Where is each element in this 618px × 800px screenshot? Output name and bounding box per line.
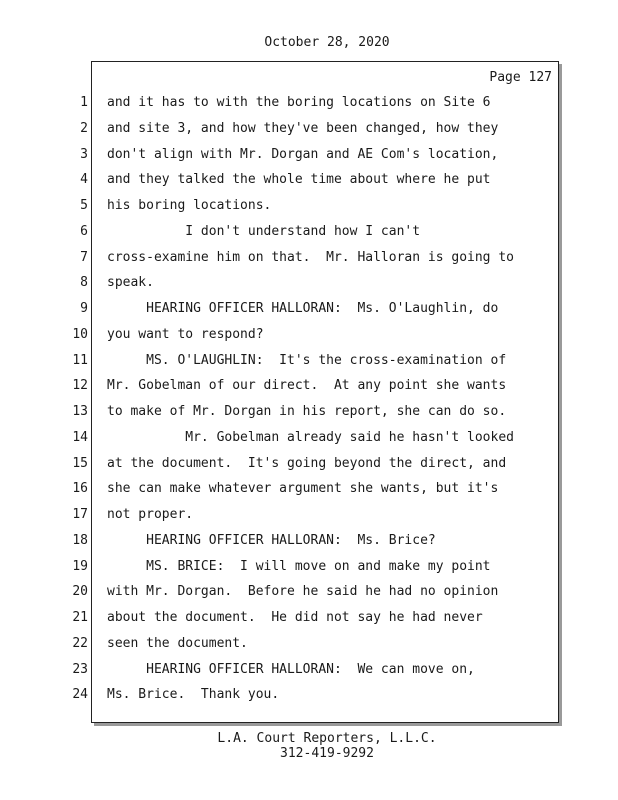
transcript-line: to make of Mr. Dorgan in his report, she can do so. bbox=[107, 404, 507, 419]
transcript-line: and site 3, and how they've been changed, how they bbox=[107, 120, 499, 136]
transcript-line: about the document. He did not say he had never bbox=[107, 610, 483, 625]
line-number: 7 bbox=[80, 249, 88, 265]
transcript-line: speak. bbox=[107, 275, 154, 291]
line-number: 22 bbox=[72, 635, 88, 651]
line-number: 13 bbox=[72, 404, 88, 419]
transcript-line: HEARING OFFICER HALLORAN: We can move on, bbox=[107, 661, 475, 677]
transcript-line: you want to respond? bbox=[107, 326, 264, 342]
transcript-line: with Mr. Dorgan. Before he said he had no opinion bbox=[107, 584, 499, 600]
transcript-line: Ms. Brice. Thank you. bbox=[107, 687, 280, 703]
line-number: 15 bbox=[72, 455, 88, 471]
line-number: 12 bbox=[72, 378, 88, 394]
line-number: 16 bbox=[72, 481, 88, 497]
transcript-text bbox=[107, 90, 553, 708]
line-number: 3 bbox=[80, 146, 88, 162]
transcript-line: Mr. Gobelman of our direct. At any point she wants bbox=[107, 378, 507, 394]
transcript-line: she can make whatever argument she wants, but it's bbox=[107, 481, 499, 497]
line-number: 11 bbox=[72, 352, 88, 368]
line-number: 14 bbox=[72, 429, 88, 445]
transcript-line: at the document. It's going beyond the direct, and bbox=[107, 455, 507, 471]
line-number: 10 bbox=[72, 326, 88, 342]
transcript-line: his boring locations. bbox=[107, 198, 272, 213]
line-number: 2 bbox=[80, 120, 88, 136]
line-number: 21 bbox=[72, 610, 88, 625]
footer bbox=[0, 731, 618, 761]
transcript-line: Mr. Gobelman already said he hasn't looked bbox=[107, 429, 514, 445]
line-number: 20 bbox=[72, 584, 88, 600]
transcript-line: HEARING OFFICER HALLORAN: Ms. O'Laughlin, do bbox=[107, 301, 499, 316]
line-number: 1 bbox=[80, 95, 88, 110]
transcript-line: and they talked the whole time about where he put bbox=[107, 172, 491, 188]
line-numbers bbox=[66, 90, 88, 708]
line-number: 17 bbox=[72, 507, 88, 522]
page-number: Page 127 bbox=[489, 70, 552, 85]
line-number: 23 bbox=[72, 661, 88, 677]
line-number: 18 bbox=[72, 532, 88, 548]
line-number: 5 bbox=[80, 198, 88, 213]
line-number: 4 bbox=[80, 172, 88, 188]
transcript-line: seen the document. bbox=[107, 635, 248, 651]
line-number: 8 bbox=[80, 275, 88, 291]
transcript-line: MS. BRICE: I will move on and make my point bbox=[107, 558, 491, 574]
transcript-line: not proper. bbox=[107, 507, 194, 522]
transcript-line: cross-examine him on that. Mr. Halloran is going to bbox=[107, 249, 514, 265]
transcript-line: MS. O'LAUGHLIN: It's the cross-examination of bbox=[107, 352, 507, 368]
footer-company: L.A. Court Reporters, L.L.C. bbox=[217, 731, 437, 746]
line-number: 6 bbox=[80, 223, 88, 239]
line-number: 24 bbox=[72, 687, 88, 703]
transcript-line: I don't understand how I can't bbox=[107, 223, 421, 239]
header-date: October 28, 2020 bbox=[264, 35, 390, 50]
line-number: 19 bbox=[72, 558, 88, 574]
transcript-line: don't align with Mr. Dorgan and AE Com's location, bbox=[107, 146, 499, 162]
transcript-line: and it has to with the boring locations on Site 6 bbox=[107, 95, 491, 110]
transcript-line: HEARING OFFICER HALLORAN: Ms. Brice? bbox=[107, 532, 436, 548]
footer-phone: 312-419-9292 bbox=[280, 746, 374, 761]
line-number: 9 bbox=[80, 301, 88, 316]
